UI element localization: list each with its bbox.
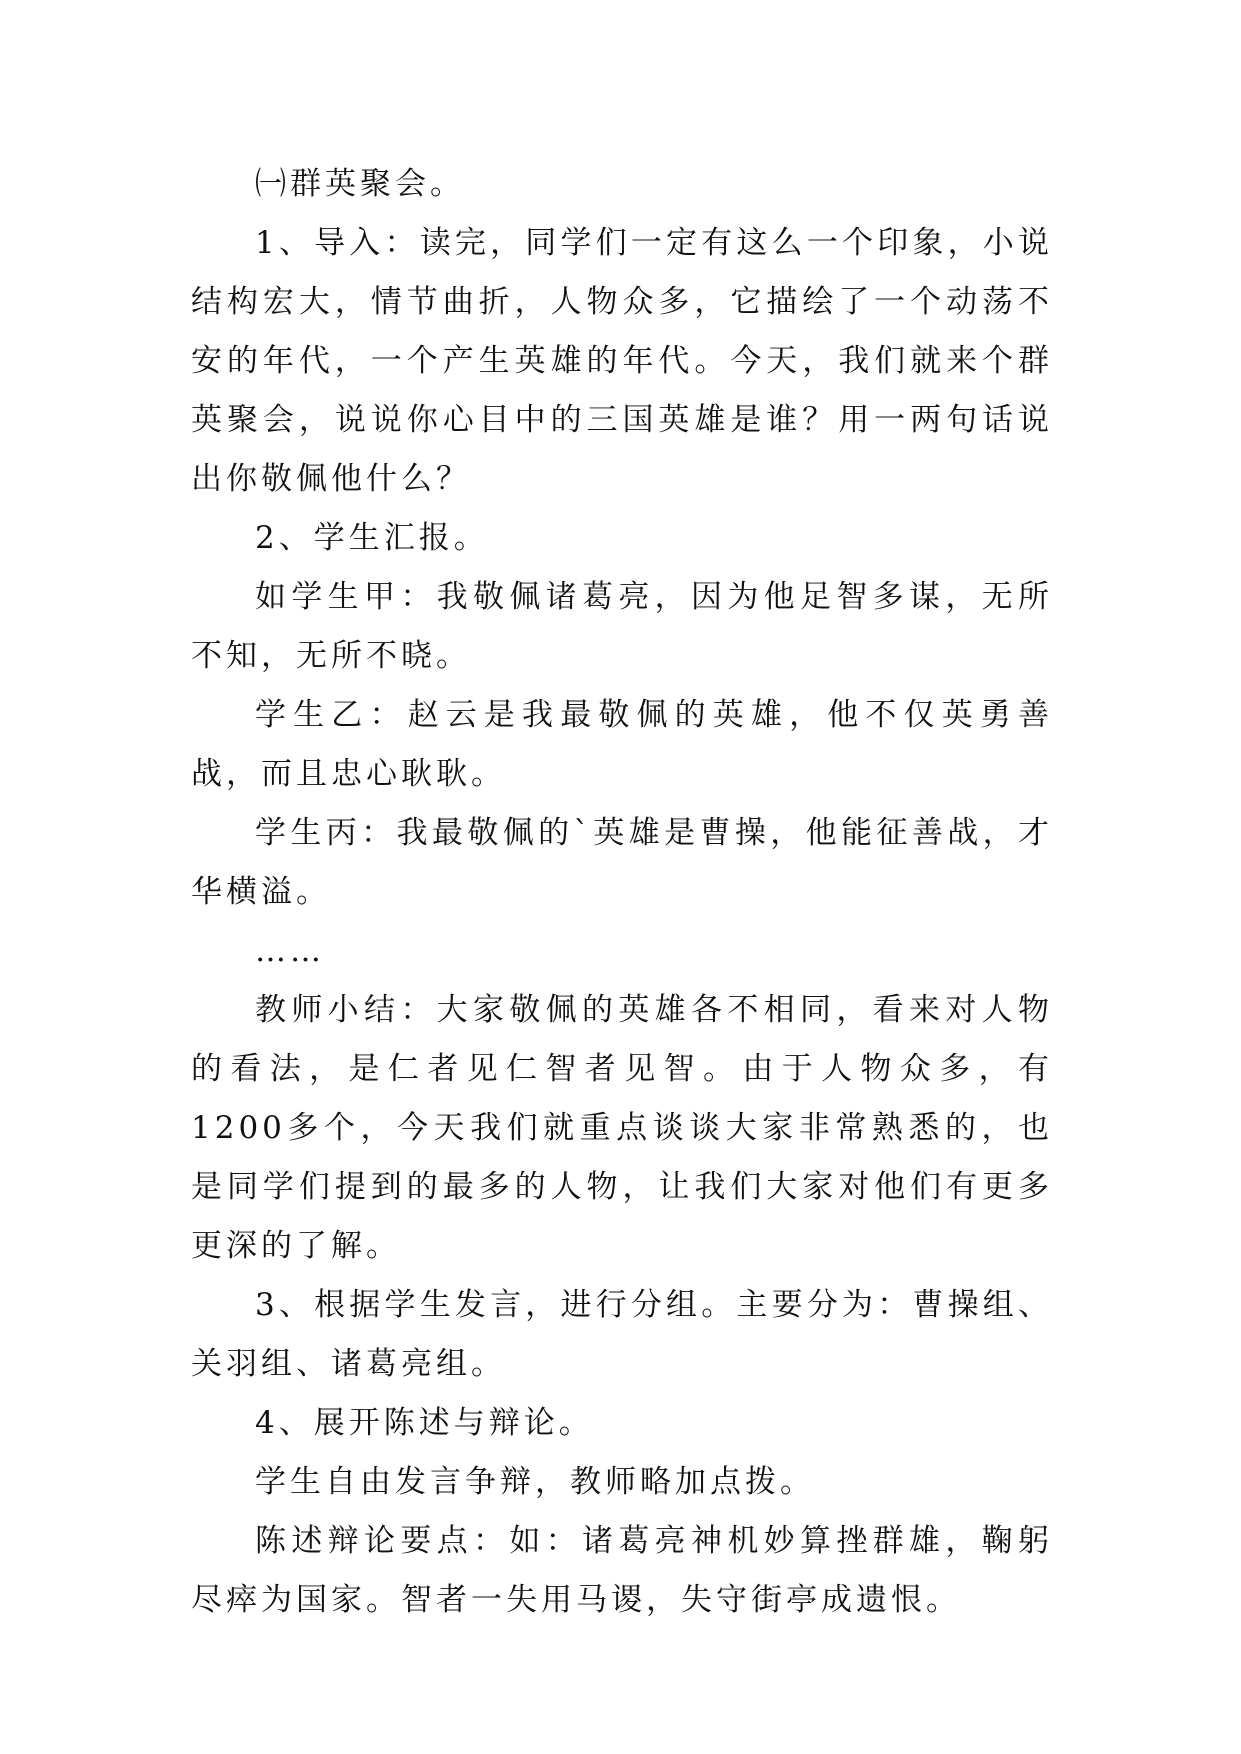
paragraph-free-speech: 学生自由发言争辩，教师略加点拨。 xyxy=(255,1464,815,1500)
paragraph-debate: 4、展开陈述与辩论。 xyxy=(255,1405,594,1441)
paragraph-student-report: 2、学生汇报。 xyxy=(255,520,489,556)
paragraph-student-b: 学生乙：赵云是我最敬佩的英雄，他不仅英勇善战，而且忠心耿耿。 xyxy=(191,697,1053,792)
section-heading: ㈠群英聚会。 xyxy=(255,166,465,202)
paragraph-intro: 1、导入：读完，同学们一定有这么一个印象，小说结构宏大，情节曲折，人物众多，它描绘了一个动荡不安的年代，一个产生英雄的年代。今天，我们就来个群英聚会，说说你心目中的三国英雄是谁？用一两句话说出你敬佩他什么？ xyxy=(191,225,1053,497)
paragraph-student-a: 如学生甲：我敬佩诸葛亮，因为他足智多谋，无所不知，无所不晓。 xyxy=(191,579,1053,674)
paragraph-student-c: 学生丙：我最敬佩的`英雄是曹操，他能征善战，才华横溢。 xyxy=(191,815,1053,910)
paragraph-ellipsis: …… xyxy=(255,933,325,969)
document-page xyxy=(191,155,1053,1630)
paragraph-teacher-summary: 教师小结：大家敬佩的英雄各不相同，看来对人物的看法，是仁者见仁智者见智。由于人物众多，有1200多个，今天我们就重点谈谈大家非常熟悉的，也是同学们提到的最多的人物，让我们大家对他们有更多更深的了解。 xyxy=(191,992,1053,1264)
paragraph-grouping: 3、根据学生发言，进行分组。主要分为：曹操组、关羽组、诸葛亮组。 xyxy=(191,1287,1053,1382)
paragraph-debate-points: 陈述辩论要点：如：诸葛亮神机妙算挫群雄，鞠躬尽瘁为国家。智者一失用马谡，失守街亭成遗恨。 xyxy=(191,1523,1053,1618)
